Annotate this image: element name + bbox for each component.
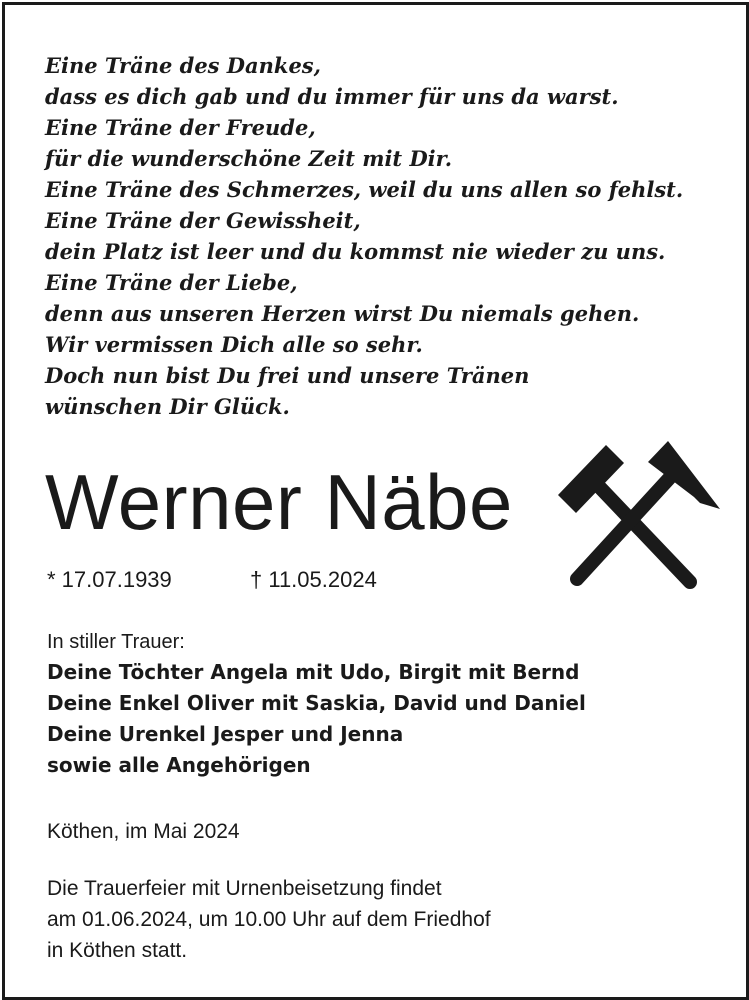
notice-line: am 01.06.2024, um 10.00 Uhr auf dem Friedhof — [47, 908, 491, 931]
death-date: † 11.05.2024 — [250, 567, 377, 592]
poem-line: für die wunderschöne Zeit mit Dir. — [45, 146, 453, 171]
notice-line: in Köthen statt. — [47, 939, 188, 962]
mourners-block — [47, 627, 586, 781]
notice-line: Die Trauerfeier mit Urnenbeisetzung findet — [47, 877, 442, 900]
place-and-date: Köthen, im Mai 2024 — [47, 820, 240, 843]
mourning-intro: In stiller Trauer: — [47, 631, 185, 653]
poem-line: denn aus unseren Herzen wirst Du niemals gehen. — [45, 301, 640, 326]
funeral-notice — [47, 873, 491, 966]
poem-line: Eine Träne der Gewissheit, — [45, 208, 361, 233]
poem-line: Eine Träne des Schmerzes, weil du uns allen so fehlst. — [45, 177, 684, 202]
hammer-and-pick-icon — [550, 437, 725, 597]
mourner-line: Deine Töchter Angela mit Udo, Birgit mit Bernd — [47, 660, 580, 684]
poem-line: Doch nun bist Du frei und unsere Tränen — [45, 363, 530, 388]
poem-line: dein Platz ist leer und du kommst nie wieder zu uns. — [45, 239, 666, 264]
birth-date: * 17.07.1939 — [47, 567, 172, 592]
life-dates — [47, 567, 377, 593]
poem-line: Eine Träne des Dankes, — [45, 53, 321, 78]
mourner-line: Deine Enkel Oliver mit Saskia, David und Daniel — [47, 691, 586, 715]
poem-line: dass es dich gab und du immer für uns da warst. — [45, 84, 619, 109]
deceased-name: Werner Näbe — [45, 458, 513, 546]
mourner-line: sowie alle Angehörigen — [47, 753, 311, 777]
poem-line: Wir vermissen Dich alle so sehr. — [45, 332, 423, 357]
poem-line: Eine Träne der Freude, — [45, 115, 316, 140]
poem-line: wünschen Dir Glück. — [45, 394, 290, 419]
memorial-poem — [45, 50, 683, 422]
poem-line: Eine Träne der Liebe, — [45, 270, 298, 295]
mourner-line: Deine Urenkel Jesper und Jenna — [47, 722, 404, 746]
obituary-card — [2, 2, 749, 1000]
